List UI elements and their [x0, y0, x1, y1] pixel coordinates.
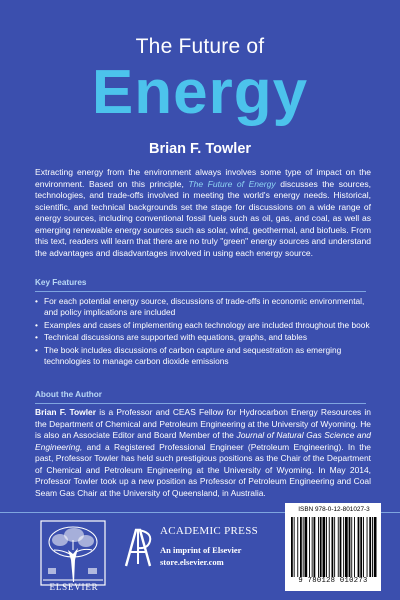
key-features-heading: Key Features	[35, 278, 87, 287]
key-features-list	[35, 296, 371, 369]
store-url: store.elsevier.com	[160, 557, 224, 567]
about-author-heading: About the Author	[35, 390, 102, 399]
key-feature-text: For each potential energy source, discussions of trade-offs in economic environmental, and policy implications are included	[44, 296, 365, 318]
description-part-1: Extracting energy from the environment always involves some type of impact on the environment. Based on this principle,	[35, 167, 371, 189]
academic-press-logo-icon	[122, 524, 154, 568]
key-feature-text: Examples and cases of implementing each technology are included throughout the book	[44, 319, 370, 330]
bullet-icon: •	[35, 332, 38, 343]
barcode-box	[285, 503, 381, 591]
key-feature-text: The book includes discussions of carbon capture and sequestration as emerging technologies to manage carbon dioxide emissions	[44, 344, 342, 367]
bullet-icon: •	[35, 319, 38, 330]
isbn-text: ISBN 978-0-12-801027-3	[298, 506, 370, 513]
imprint-text: An imprint of Elsevier	[160, 545, 242, 555]
bullet-icon: •	[35, 344, 38, 355]
key-feature-item	[35, 296, 371, 319]
description-part-2: discusses the sources, technologies, and trade-offs involved in meeting the world's energy needs. Historical, scientific, and technical backgrounds set the stage for discussions on a wide range of energy sources, including conventional fossil fuels such as oil, gas, and coal, as well as emerging renewable energy sources such as solar, wind, geothermal, and biofuels. From this text, readers will learn that there are no truly "green" energy sources and understand the advantages and disadvantages involved in using each energy source.	[35, 178, 371, 258]
elsevier-label: ELSEVIER	[49, 582, 99, 592]
about-author-text	[35, 407, 371, 499]
about-author-name: Brian F. Towler	[35, 407, 97, 417]
key-feature-text: Technical discussions are supported with equations, graphs, and tables	[44, 332, 307, 343]
journal-title: Journal of Natural Gas Science and Engineering,	[35, 430, 371, 452]
key-feature-item	[35, 345, 371, 368]
title-line-1: The Future of	[135, 35, 265, 58]
about-author-text-2: and a Registered Professional Engineer (Petroleum Engineering). In the past, Professor Towler has held such prestigious positions as the Chair of the Department of Chemical and Petroleum Engineering at the University of Wyoming. In May 2014, Professor Towler took up a new position as Professor of Petroleum Engineering and Coal Seam Gas Chair at the University of Queensland, in Australia.	[35, 441, 371, 498]
title-line-2: Energy	[91, 58, 309, 127]
academic-press-name: ACADEMIC PRESS	[160, 525, 259, 537]
key-feature-item	[35, 332, 371, 343]
key-feature-item	[35, 320, 371, 331]
barcode-digits: 9 780128 010273	[298, 577, 368, 585]
about-author-divider	[35, 403, 366, 404]
about-author-text-1: is a Professor and CEAS Fellow for Hydrocarbon Energy Resources in the Department of Chemical and Petroleum Engineering at the University of Wyoming. He is also an Associate Editor and Board Member of the	[35, 407, 371, 440]
elsevier-tree-logo-icon	[40, 520, 106, 586]
barcode-icon	[289, 517, 377, 577]
description-book-title: The Future of Energy	[188, 178, 276, 189]
bullet-icon: •	[35, 296, 38, 306]
author-name: Brian F. Towler	[148, 141, 252, 157]
book-description	[35, 167, 371, 259]
key-features-divider	[35, 291, 366, 292]
